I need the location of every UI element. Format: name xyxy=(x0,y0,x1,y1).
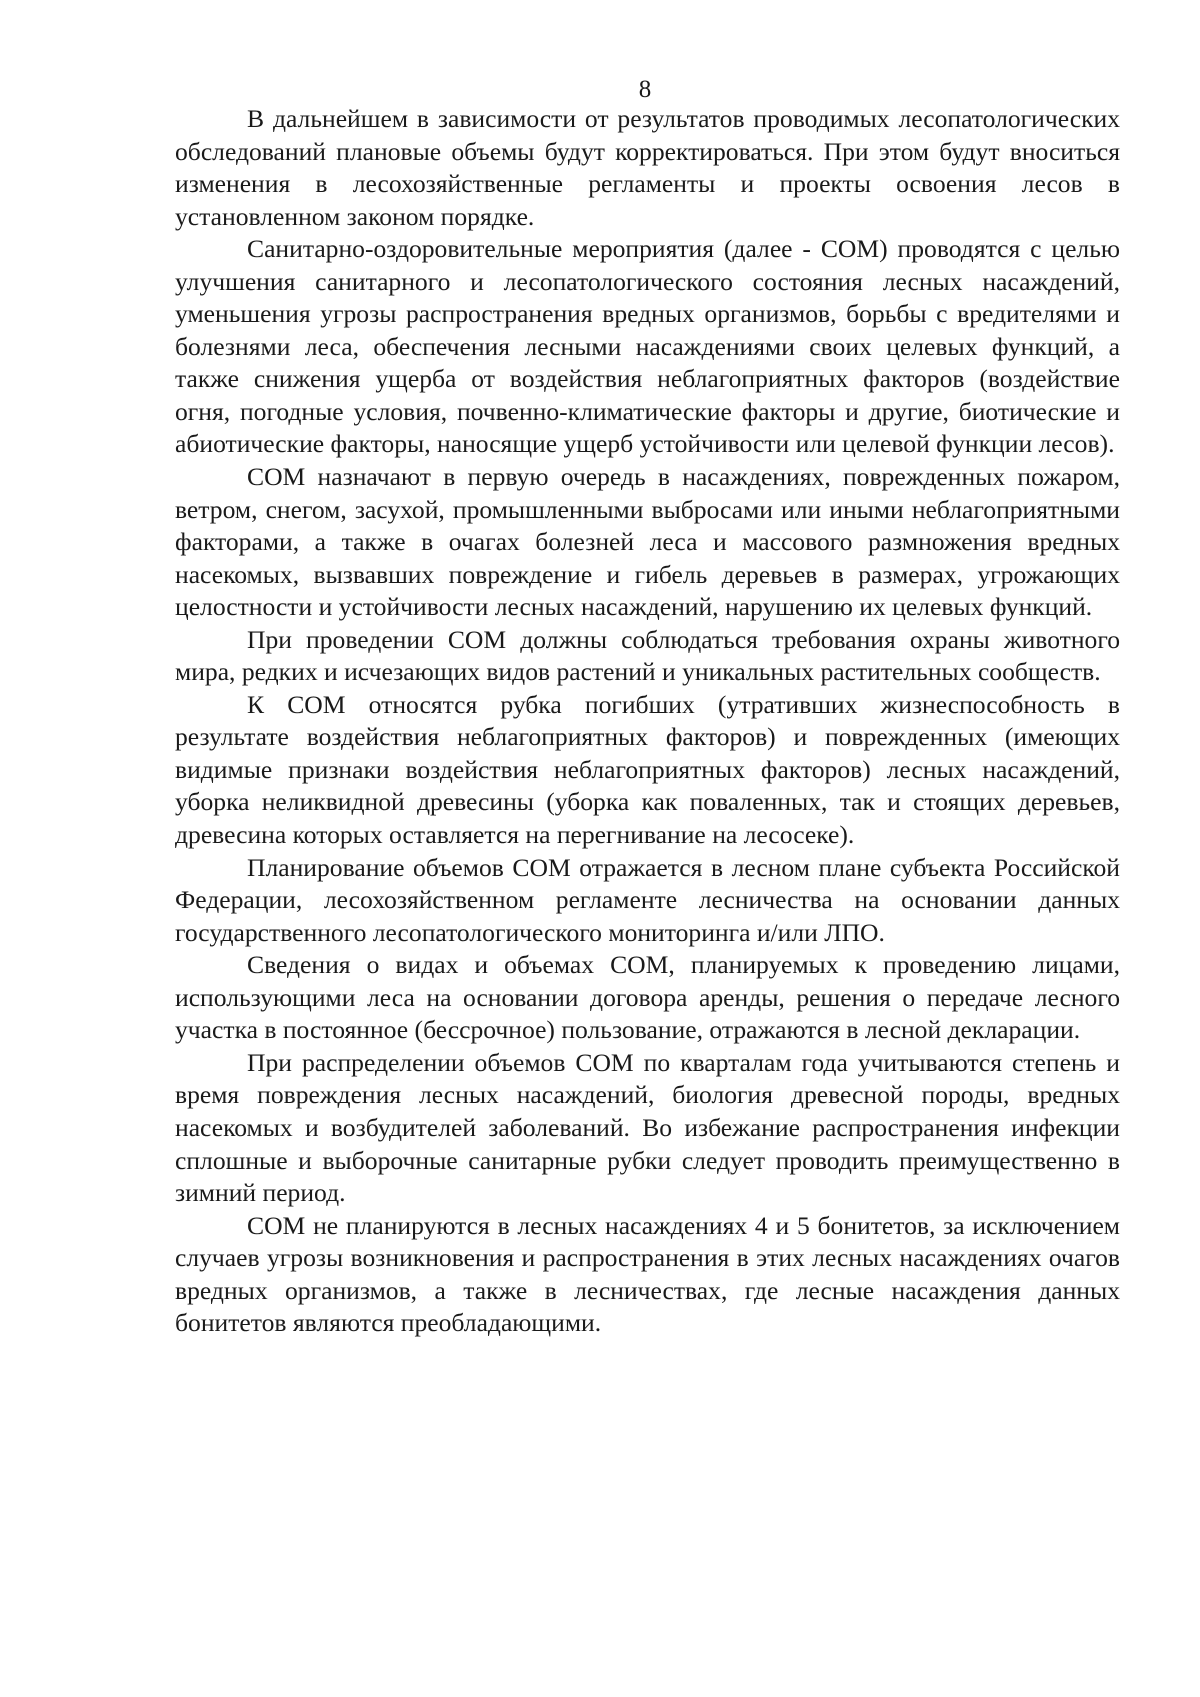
document-body xyxy=(175,103,1120,1340)
paragraph-7: Сведения о видах и объемах СОМ, планируемых к проведению лицами, использующими леса на основании договора аренды, решения о передаче лесного участка в постоянное (бессрочное) пользование, отражаются в лесной декларации. xyxy=(175,950,1120,1045)
paragraph-2: Санитарно-оздоровительные мероприятия (далее - СОМ) проводятся с целью улучшения санитарного и лесопатологического состояния лесных насаждений, уменьшения угрозы распространения вредных организмов, борьбы с вредителями и болезнями леса, обеспечения лесными насаждениями своих целевых функций, а также снижения ущерба от воздействия неблагоприятных факторов (воздействие огня, погодные условия, почвенно-климатические факторы и другие, биотические и абиотические факторы, наносящие ущерб устойчивости или целевой функции лесов). xyxy=(175,234,1120,459)
paragraph-6: Планирование объемов СОМ отражается в лесном плане субъекта Российской Федерации, лесохозяйственном регламенте лесничества на основании данных государственного лесопатологического мониторинга и/или ЛПО. xyxy=(175,852,1120,947)
paragraph-5: К СОМ относятся рубка погибших (утративших жизнеспособность в результате воздействия неблагоприятных факторов) и поврежденных (имеющих видимые признаки воздействия неблагоприятных факторов) лесных насаждений, уборка неликвидной древесины (уборка как поваленных, так и стоящих деревьев, древесина которых оставляется на перегнивание на лесосеке). xyxy=(175,689,1120,850)
paragraph-3: СОМ назначают в первую очередь в насаждениях, поврежденных пожаром, ветром, снегом, засухой, промышленными выбросами или иными неблагоприятными факторами, а также в очагах болезней леса и массового размножения вредных насекомых, вызвавших повреждение и гибель деревьев в размерах, угрожающих целостности и устойчивости лесных насаждений, нарушению их целевых функций. xyxy=(175,462,1120,622)
paragraph-9: СОМ не планируются в лесных насаждениях 4 и 5 бонитетов, за исключением случаев угрозы возникновения и распространения в этих лесных насаждениях очагов вредных организмов, а также в лесничествах, где лесные насаждения данных бонитетов являются преобладающими. xyxy=(175,1210,1120,1338)
paragraph-8: При распределении объемов СОМ по кварталам года учитываются степень и время повреждения лесных насаждений, биология древесной породы, вредных насекомых и возбудителей заболеваний. Во избежание распространения инфекции сплошные и выборочные санитарные рубки следует проводить преимущественно в зимний период. xyxy=(175,1047,1120,1208)
paragraph-1: В дальнейшем в зависимости от результатов проводимых лесопатологических обследований плановые объемы будут корректироваться. При этом будут вноситься изменения в лесохозяйственные регламенты и проекты освоения лесов в установленном законом порядке. xyxy=(175,104,1120,231)
paragraph-4: При проведении СОМ должны соблюдаться требования охраны животного мира, редких и исчезающих видов растений и уникальных растительных сообществ. xyxy=(175,624,1120,687)
page-number: 8 xyxy=(638,76,652,103)
